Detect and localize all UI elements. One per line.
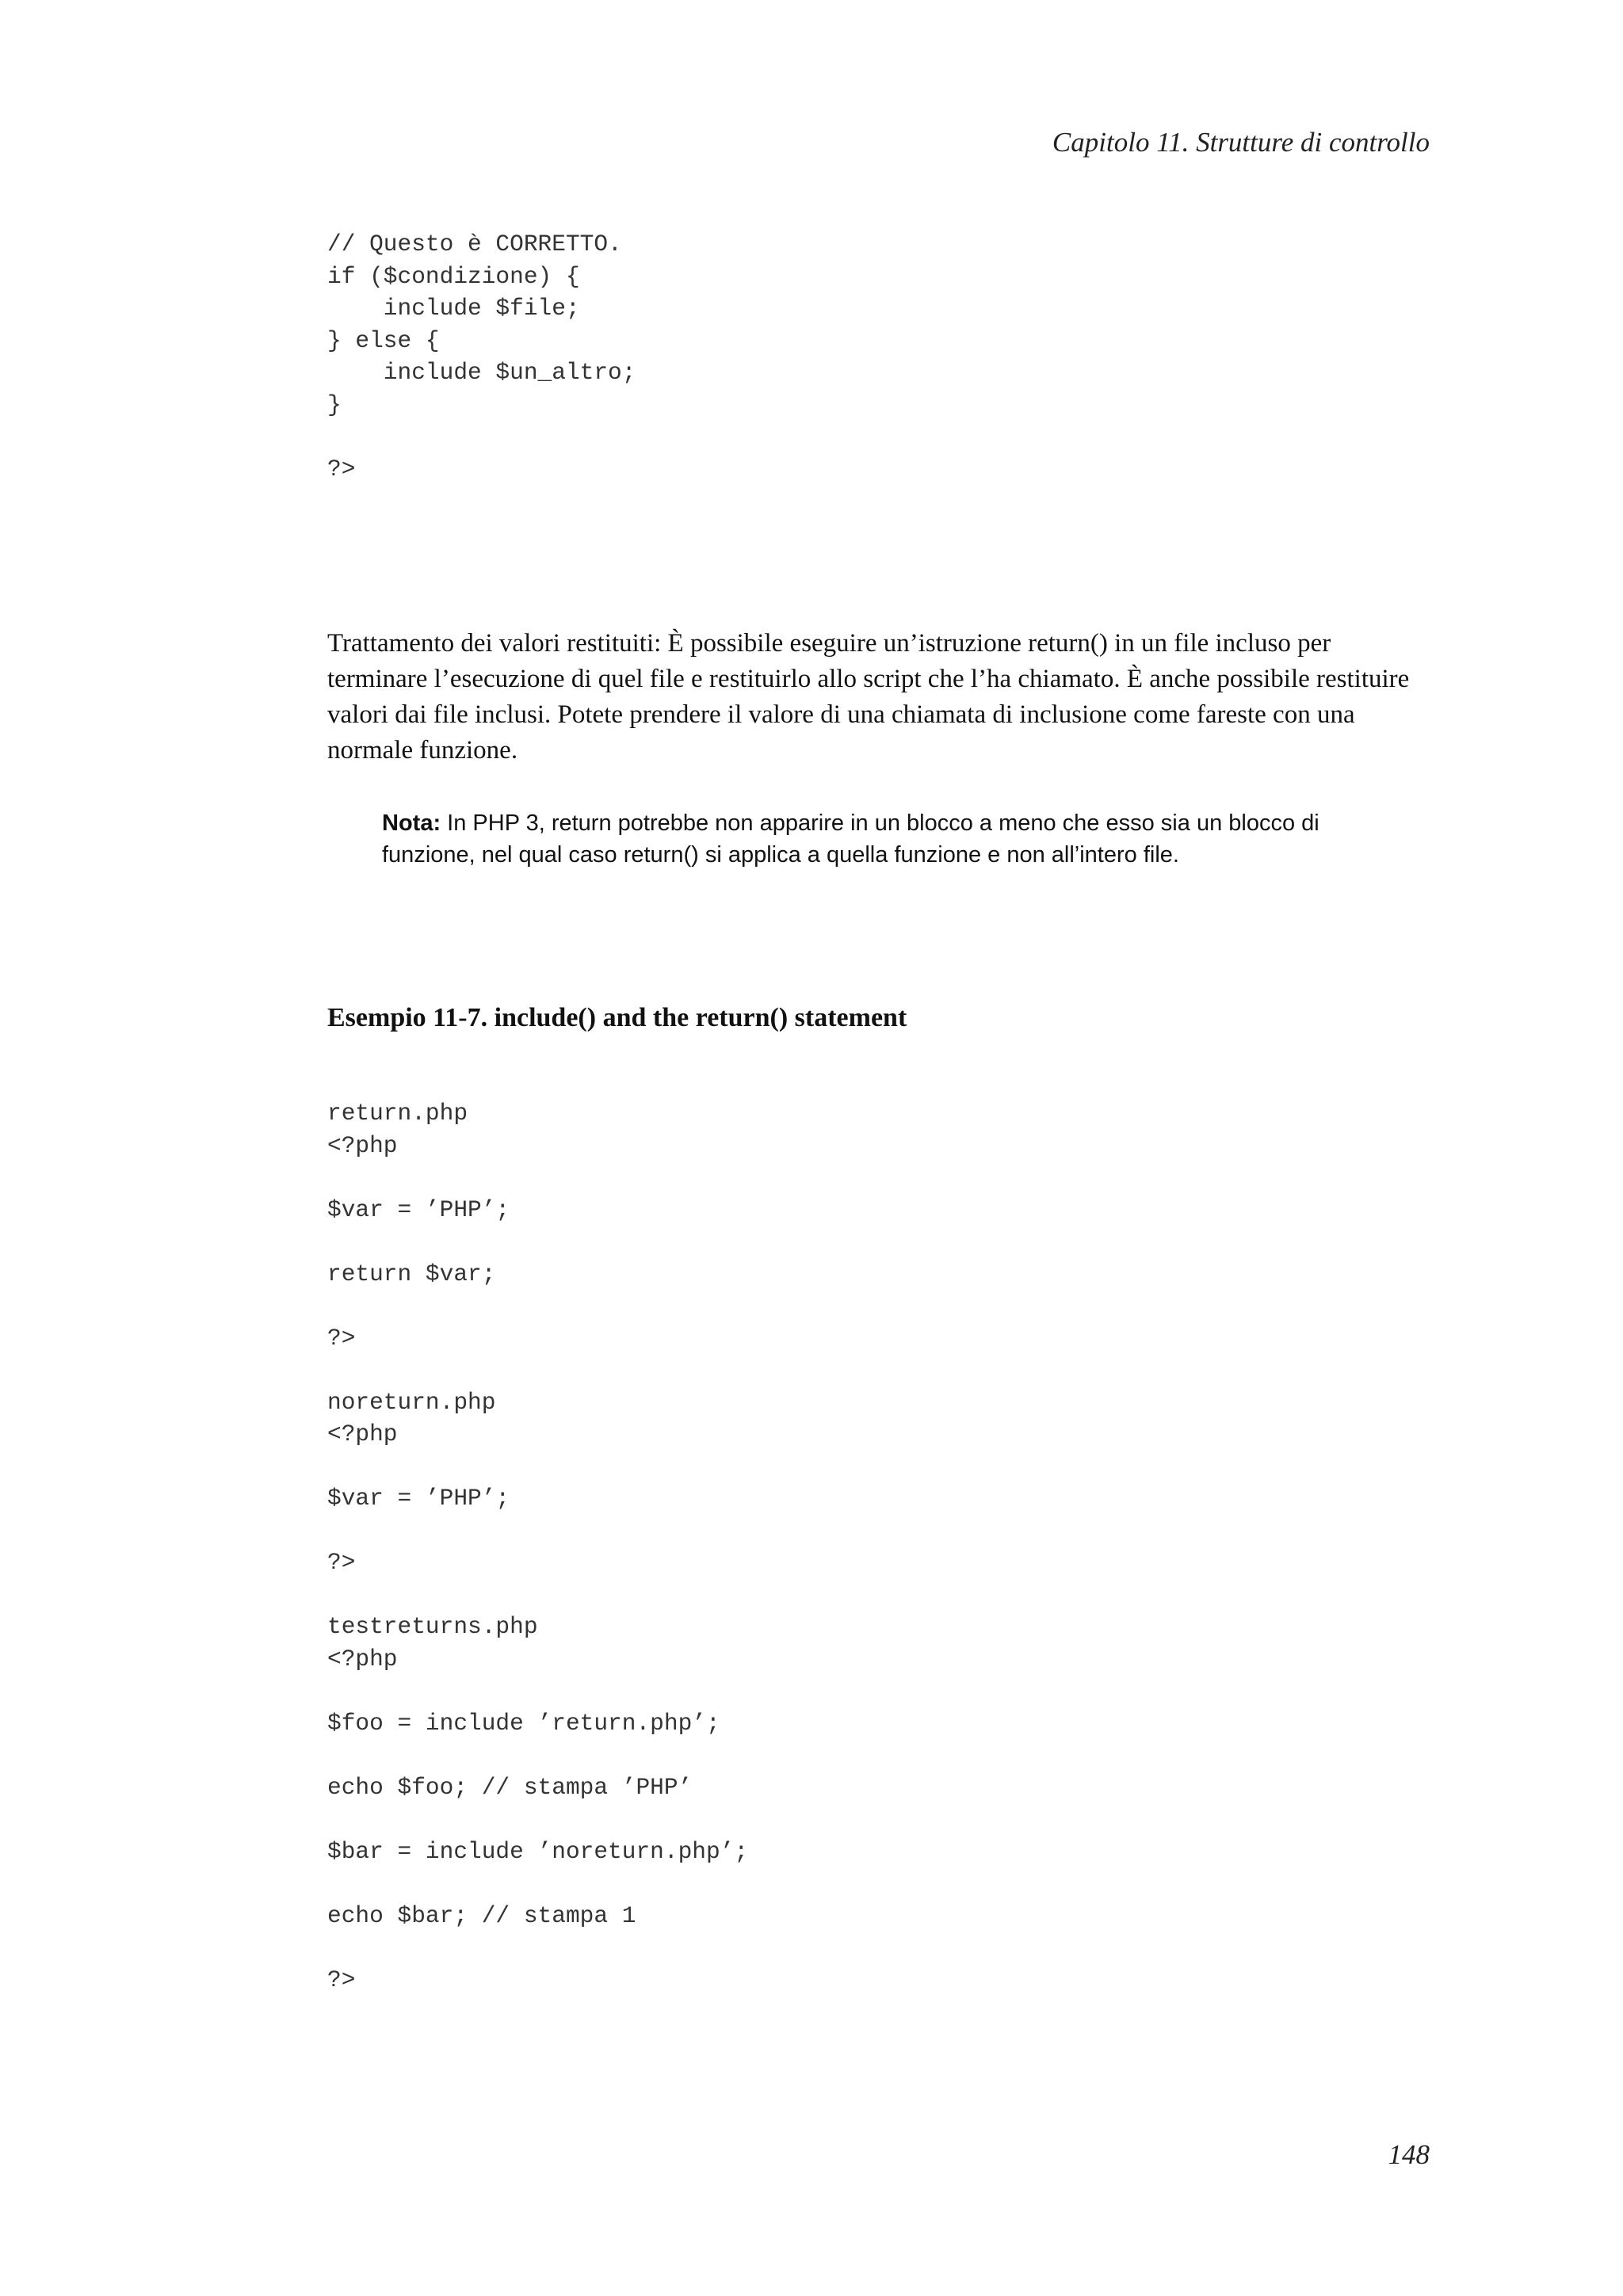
note-label: Nota: [382,810,441,836]
page-number: 148 [1388,2139,1430,2170]
note-text: In PHP 3, return potrebbe non apparire in un blocco a meno che esso sia un blocco di funzione, nel qual caso return() si applica a quella funzione e non all’intero file. [382,810,1319,868]
example-title: Esempio 11-7. include() and the return() statement [327,1003,907,1032]
paragraph-return-values: Trattamento dei valori restituiti: È possibile eseguire un’istruzione return() in un file incluso per terminare l’esecuzione di quel file e restituirlo allo script che l’ha chiamato. È anche possibile restituire valori dai file inclusi. Potete prendere il valore di una chiamata di inclusione come fareste con una normale funzione. [327,629,1410,765]
code-block-example-return: return.php <?php $var = ’PHP’; return $var; ?> noreturn.php <?php $var = ’PHP’; ?> testreturns.php <?php $foo = include ’return.php’; echo $foo; // stampa ’PHP’ $bar = include ’noreturn.php’; echo $bar; // stampa 1 ?> [327,1100,749,1993]
note-box [382,807,1412,871]
running-header-chapter-title: Capitolo 11. Strutture di controllo [1052,127,1430,158]
code-block-include-conditional: // Questo è CORRETTO. if ($condizione) { include $file; } else { include $un_altro; } ?> [327,231,636,482]
